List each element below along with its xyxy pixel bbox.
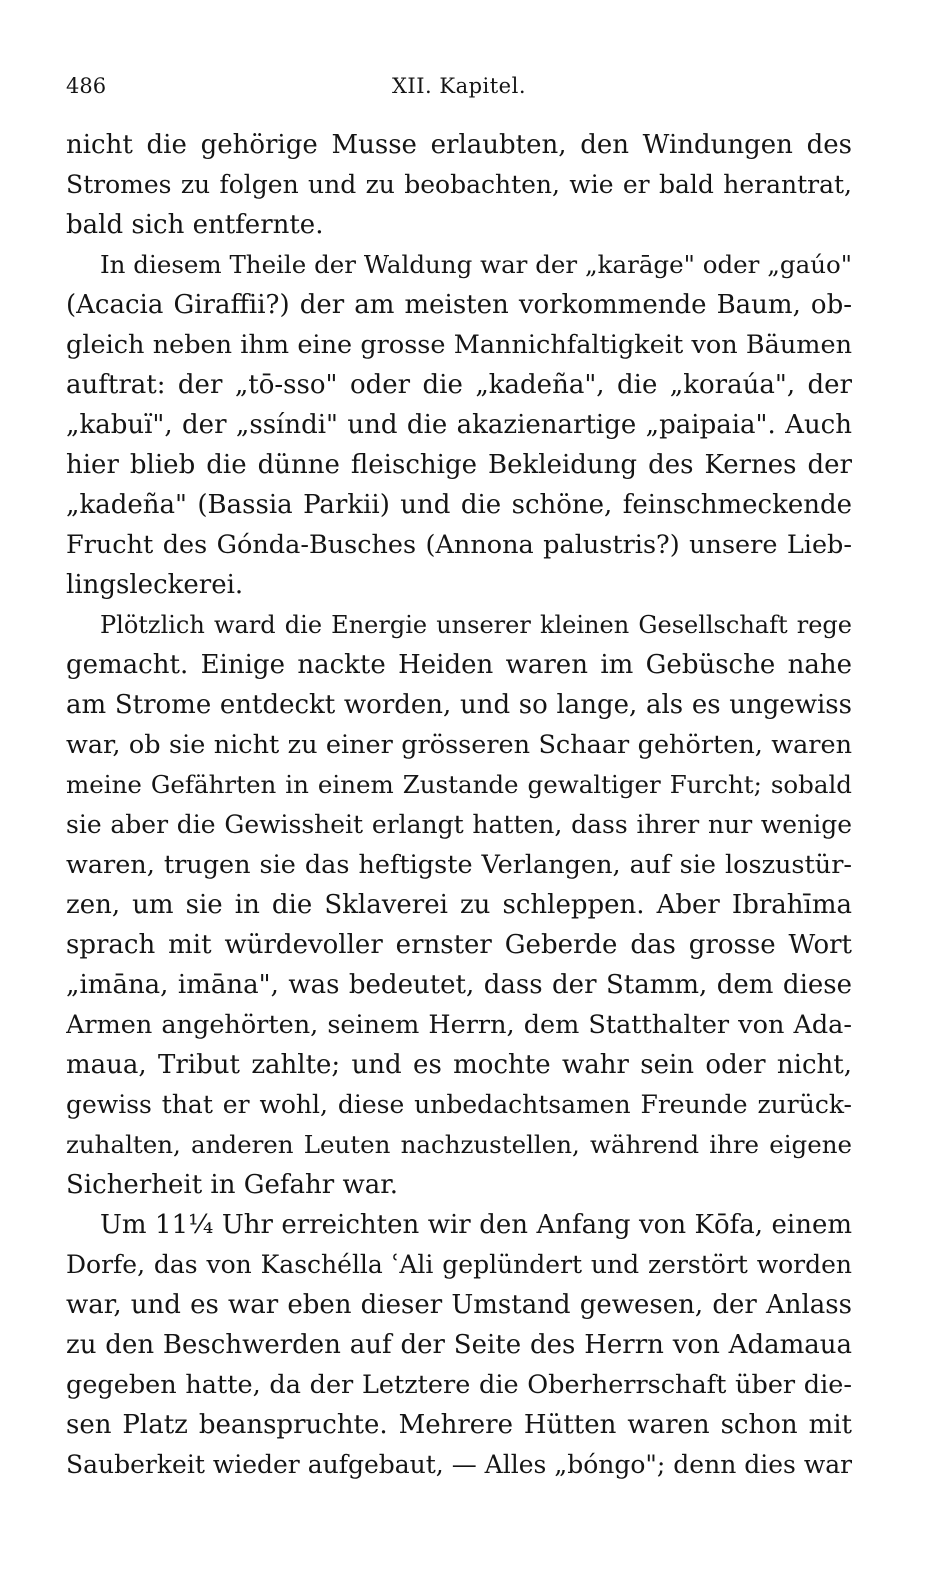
text-line: gewiss that er wohl, diese unbedachtsamen Freunde zurück-	[66, 1090, 852, 1119]
body-text	[66, 125, 852, 1485]
text-line: hier blieb die dünne fleischige Bekleidung des Kernes der	[66, 450, 852, 480]
text-line: Frucht des Gónda-Busches (Annona palustris?) unsere Lieb-	[66, 530, 852, 560]
text-line: maua, Tribut zahlte; und es mochte wahr sein oder nicht,	[66, 1050, 852, 1080]
text-line: (Acacia Giraffii?) der am meisten vorkommende Baum, ob-	[66, 290, 852, 320]
text-line: am Strome entdeckt worden, und so lange, als es ungewiss	[66, 690, 852, 720]
text-line: auftrat: der „tō-sso" oder die „kadeña", die „koraúa", der	[66, 370, 852, 400]
text-line: „imāna, imāna", was bedeutet, dass der Stamm, dem diese	[66, 970, 852, 1000]
text-line: Armen angehörten, seinem Herrn, dem Statthalter von Ada-	[66, 1010, 852, 1040]
page-header	[66, 74, 852, 106]
text-line: gleich neben ihm eine grosse Mannichfaltigkeit von Bäumen	[66, 330, 852, 360]
page-number: 486	[66, 74, 107, 98]
text-line: In diesem Theile der Waldung war der „karāge" oder „gaúo"	[100, 250, 852, 279]
text-line: war, ob sie nicht zu einer grösseren Schaar gehörten, waren	[66, 730, 852, 760]
text-line: war, und es war eben dieser Umstand gewesen, der Anlass	[66, 1290, 852, 1320]
text-line: Stromes zu folgen und zu beobachten, wie er bald herantrat,	[66, 170, 852, 199]
text-line: sen Platz beanspruchte. Mehrere Hütten waren schon mit	[66, 1410, 852, 1440]
text-line: lingsleckerei.	[66, 570, 244, 600]
text-line: zuhalten, anderen Leuten nachzustellen, während ihre eigene	[66, 1130, 852, 1159]
text-line: zu den Beschwerden auf der Seite des Herrn von Adamaua	[66, 1330, 852, 1360]
text-line: Sauberkeit wieder aufgebaut, — Alles „bóngo"; denn dies war	[66, 1450, 852, 1479]
text-line: zen, um sie in die Sklaverei zu schleppen. Aber Ibrahīma	[66, 890, 852, 920]
running-head: XII. Kapitel.	[391, 74, 527, 98]
text-line: sprach mit würdevoller ernster Geberde das grosse Wort	[66, 930, 852, 960]
text-line: „kadeña" (Bassia Parkii) und die schöne, feinschmeckende	[66, 490, 852, 520]
text-line: Um 11¼ Uhr erreichten wir den Anfang von Kōfa, einem	[100, 1210, 852, 1240]
text-line: gemacht. Einige nackte Heiden waren im Gebüsche nahe	[66, 650, 852, 680]
text-line: bald sich entfernte.	[66, 210, 324, 240]
text-line: Sicherheit in Gefahr war.	[66, 1170, 399, 1200]
text-line: Dorfe, das von Kaschélla ʿAli geplündert und zerstört worden	[66, 1250, 852, 1279]
text-line: nicht die gehörige Musse erlaubten, den Windungen des	[66, 130, 852, 160]
text-line: Plötzlich ward die Energie unserer kleinen Gesellschaft rege	[100, 611, 852, 639]
text-line: gegeben hatte, da der Letztere die Oberherrschaft über die-	[66, 1370, 852, 1400]
text-line: „kabuï", der „ssíndi" und die akazienartige „paipaia". Auch	[66, 410, 852, 440]
text-line: sie aber die Gewissheit erlangt hatten, dass ihrer nur wenige	[66, 810, 852, 839]
text-line: meine Gefährten in einem Zustande gewaltiger Furcht; sobald	[66, 770, 852, 799]
text-line: waren, trugen sie das heftigste Verlangen, auf sie loszustür-	[66, 850, 852, 880]
